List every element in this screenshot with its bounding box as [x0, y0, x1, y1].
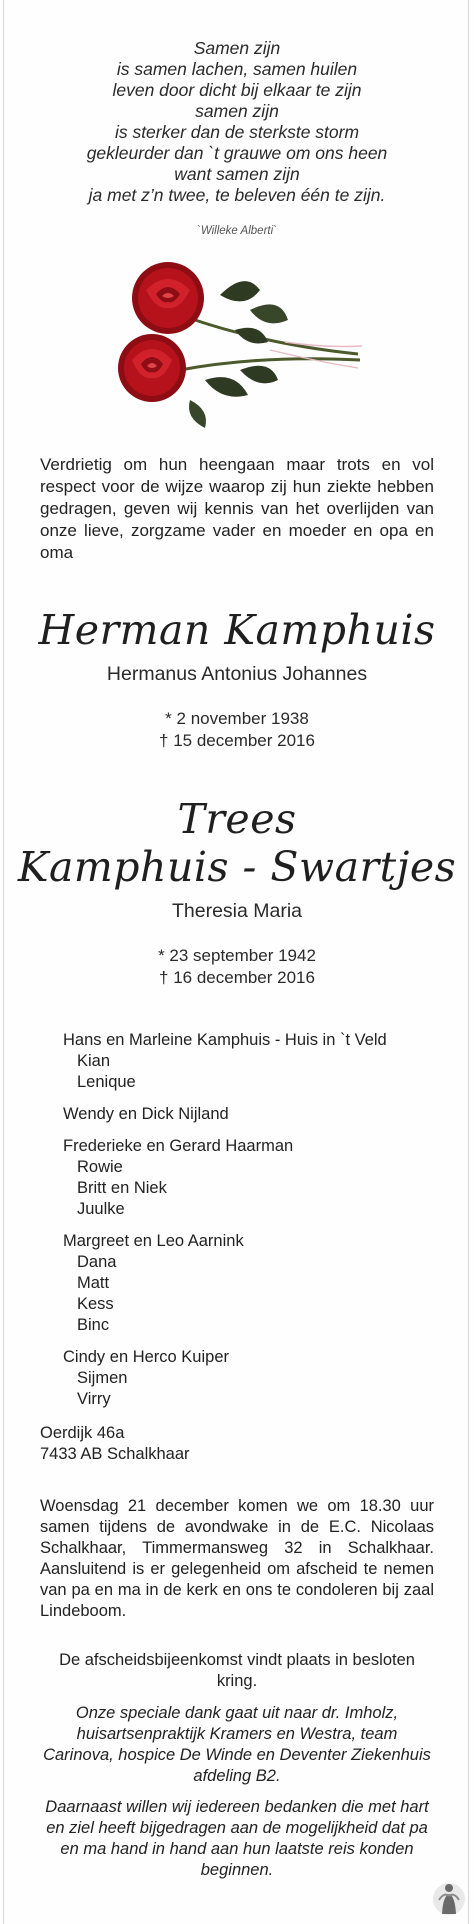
- intro-text: Verdrietig om hun heengaan maar trots en vol respect voor de wijze waarop zij hun ziekte hebben gedragen, geven wij kennis van het overlijden van onze lieve, zorgzame vader en moeder en opa en oma: [40, 455, 434, 562]
- family-group: [63, 1136, 443, 1220]
- family-head: Frederieke en Gerard Haarman: [63, 1137, 294, 1155]
- family-child: Virry: [77, 1390, 111, 1408]
- poem-author: `Willeke Alberti`: [197, 225, 277, 237]
- address-city: 7433 AB Schalkhaar: [40, 1445, 190, 1463]
- poem-line: leven door dicht bij elkaar te zijn: [112, 80, 362, 100]
- family-child: Juulke: [77, 1200, 125, 1218]
- family-child: Sijmen: [77, 1369, 128, 1387]
- family-child: Kian: [77, 1052, 111, 1070]
- thanks-text: Onze speciale dank gaat uit naar dr. Imholz, huisartsenpraktijk Kramers en Westra, team Carinova, hospice De Winde en Deventer Ziekenhuis afdeling B2.: [43, 1704, 431, 1785]
- family-group: [63, 1104, 443, 1125]
- family-head: Cindy en Herco Kuiper: [63, 1348, 229, 1366]
- closing-text: De afscheidsbijeenkomst vindt plaats in besloten kring.: [59, 1651, 415, 1690]
- family-head: Hans en Marleine Kamphuis - Huis in `t Veld: [63, 1031, 387, 1049]
- poem-line: samen zijn: [195, 101, 279, 121]
- poem-line: gekleurder dan `t grauwe om ons heen: [86, 143, 388, 163]
- family-group: [63, 1231, 443, 1336]
- family-group: [63, 1347, 443, 1410]
- ceremony-text: Woensdag 21 december komen we om 18.30 uur samen tijdens de avondwake in de E.C. Nicolaas Schalkhaar, Timmermansweg 32 in Schalkhaar. Aansluitend is er gelegenheid om afscheid te nemen van pa en ma in de kerk en ons te condoleren bij zaal Lindeboom.: [40, 1497, 434, 1620]
- person2-dates: [0, 945, 474, 989]
- person2-birth-date: * 23 september 1942: [158, 946, 316, 965]
- person1-death-date: † 15 december 2016: [159, 731, 315, 750]
- gratitude-text: Daarnaast willen wij iedereen bedanken die met hart en ziel heeft bijgedragen aan de mogelijkheid dat pa en ma hand in hand aan hun laatste reis konden beginnen.: [45, 1798, 429, 1879]
- poem-line: ja met z’n twee, te beleven één te zijn.: [88, 185, 386, 205]
- poem: [0, 38, 474, 206]
- poem-line: Samen zijn: [193, 38, 281, 58]
- family-head: Margreet en Leo Aarnink: [63, 1232, 244, 1250]
- family-child: Matt: [77, 1274, 110, 1292]
- person1-dates: [0, 708, 474, 752]
- family-child: Binc: [77, 1316, 110, 1334]
- family-list: [63, 1030, 443, 1421]
- two-red-roses-icon: [110, 250, 370, 430]
- family-child: Lenique: [77, 1073, 136, 1091]
- address: [40, 1423, 340, 1465]
- memorial-logo-icon: [432, 1878, 466, 1920]
- person1-birth-date: * 2 november 1938: [165, 709, 309, 728]
- poem-line: is sterker dan de sterkste storm: [114, 122, 360, 142]
- person2-display-name-line2: Kamphuis - Swartjes: [17, 843, 457, 891]
- family-head: Wendy en Dick Nijland: [63, 1105, 229, 1123]
- address-street: Oerdijk 46a: [40, 1424, 125, 1442]
- family-child: Rowie: [77, 1158, 123, 1176]
- family-child: Kess: [77, 1295, 114, 1313]
- person2-death-date: † 16 december 2016: [159, 968, 315, 987]
- person1-display-name: Herman Kamphuis: [38, 606, 436, 654]
- family-child: Britt en Niek: [77, 1179, 167, 1197]
- person1-full-names: Hermanus Antonius Johannes: [106, 663, 368, 685]
- family-group: [63, 1030, 443, 1093]
- person2-display-name-line1: Trees: [177, 795, 297, 843]
- person2-full-names: Theresia Maria: [171, 900, 303, 922]
- poem-line: want samen zijn: [174, 164, 300, 184]
- poem-line: is samen lachen, samen huilen: [116, 59, 358, 79]
- family-child: Dana: [77, 1253, 117, 1271]
